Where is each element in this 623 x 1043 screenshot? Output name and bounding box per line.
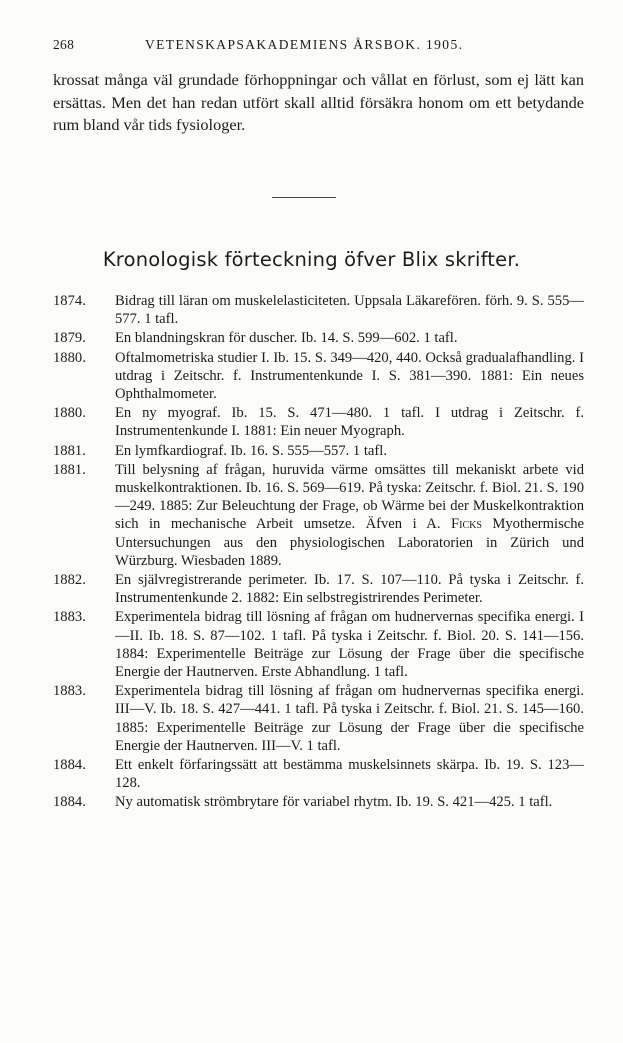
- bibliography-entry: [53, 404, 584, 440]
- bibliography-entry: [53, 461, 584, 570]
- entry-year: 1879.: [53, 330, 86, 347]
- entry-text: Ny automatisk strömbrytare för variabel rhytm. Ib. 19. S. 421—425. 1 tafl.: [115, 794, 553, 811]
- entry-text: En ny myograf. Ib. 15. S. 471—480. 1 tafl. I utdrag i Zeitschr. f. Instrumentenkunde I. 1881: Ein neuer Myograph.: [115, 405, 584, 440]
- entry-year: 1881.: [53, 461, 86, 478]
- entry-text: Ett enkelt förfaringssätt att bestämma muskelsinnets skärpa. Ib. 19. S. 123—128.: [115, 757, 584, 792]
- entry-year: 1874.: [53, 293, 86, 309]
- entry-year: 1880.: [53, 405, 86, 422]
- entry-text: Experimentela bidrag till lösning af frågan om hudnervernas specifika energi. I—II. Ib. 18. S. 87—102. 1 tafl. På tyska i Zeitschr. f. Biol. 20. S. 141—156. 1884: Experimentelle Beiträge zur Lösung der Frage über die specifische Energie der Hautnerven. Erste Abhandlung. 1 tafl.: [115, 609, 584, 681]
- page-number: 268: [53, 37, 75, 52]
- bibliography-entry: [53, 571, 584, 607]
- entry-year: 1881.: [53, 442, 86, 459]
- author-name-smallcaps: Ficks: [451, 516, 482, 533]
- entry-text: Oftalmometriska studier I. Ib. 15. S. 349—420, 440. Också gradualafhandling. I utdrag i Zeitschr. f. Instrumentenkunde I. S. 381—390. 1881: Ein neues Ophthalmometer.: [115, 349, 584, 403]
- bibliography-entry: [53, 349, 584, 404]
- entry-text: En lymfkardiograf. Ib. 16. S. 555—557. 1 tafl.: [115, 442, 387, 459]
- entry-year: 1884.: [53, 794, 86, 811]
- entry-text-part: Till belysning af frågan, huruvida värme omsättes till mekaniskt arbete vid muskelkontraktionen. Ib. 16. S. 569—619. På tyska: Zeitschr. f. Biol. 21. S. 190—249. 1885: Zur Beleuchtung der Frage, ob Wärme bei der Muskelkontraktion sich in mechanische Arbeit umsetze. Äfven i A.: [115, 461, 584, 533]
- entry-text: En självregistrerande perimeter. Ib. 17. S. 107—110. På tyska i Zeitschr. f. Instrumentenkunde 2. 1882: Ein selbstregistrirendes Perimeter.: [115, 572, 584, 607]
- bibliography-entry: [53, 756, 584, 792]
- section-divider: [272, 197, 336, 198]
- bibliography-entry: [53, 608, 584, 681]
- section-title: Kronologisk förteckning öfver Blix skrifter.: [102, 248, 521, 271]
- entry-text: En blandningskran för duscher. Ib. 14. S. 599—602. 1 tafl.: [115, 330, 458, 347]
- bibliography-entry: [53, 329, 584, 347]
- entry-year: 1882.: [53, 572, 86, 589]
- intro-paragraph: krossat många väl grundade förhoppningar och vållat en förlust, som ej lätt kan ersättas. Men det han redan utfört skall alltid försäkra honom om ett betydande rum bland vår tids fysiologer.: [53, 70, 584, 135]
- entry-text: Experimentela bidrag till lösning af frågan om hudnervernas specifika energi. III—V. Ib. 18. S. 427—441. 1 tafl. På tyska i Zeitschr. f. Biol. 21. S. 145—160. 1885: Experimentelle Beiträge zur Lösung der Frage über die specifische Energie der Hautnerven. III—V. 1 tafl.: [115, 683, 584, 754]
- entry-text: [115, 461, 584, 570]
- entry-year: 1880.: [53, 349, 86, 366]
- bibliography-list: [53, 292, 584, 813]
- entry-year: 1883.: [53, 683, 86, 700]
- entry-year: 1883.: [53, 609, 86, 626]
- bibliography-entry: [53, 292, 584, 328]
- entry-text: Bidrag till läran om muskelelasticiteten. Uppsala Läkarefören. förh. 9. S. 555—577. 1 tafl.: [115, 293, 584, 328]
- bibliography-entry: [53, 682, 584, 755]
- bibliography-entry: [53, 793, 584, 811]
- entry-text-part: Myothermische Untersuchungen aus den physiologischen Laboratorien in Zürich und Würzburg. Wiesbaden 1889.: [115, 516, 585, 569]
- bibliography-entry: [53, 442, 584, 460]
- running-title: VETENSKAPSAKADEMIENS ÅRSBOK. 1905.: [145, 37, 464, 52]
- entry-year: 1884.: [53, 757, 86, 774]
